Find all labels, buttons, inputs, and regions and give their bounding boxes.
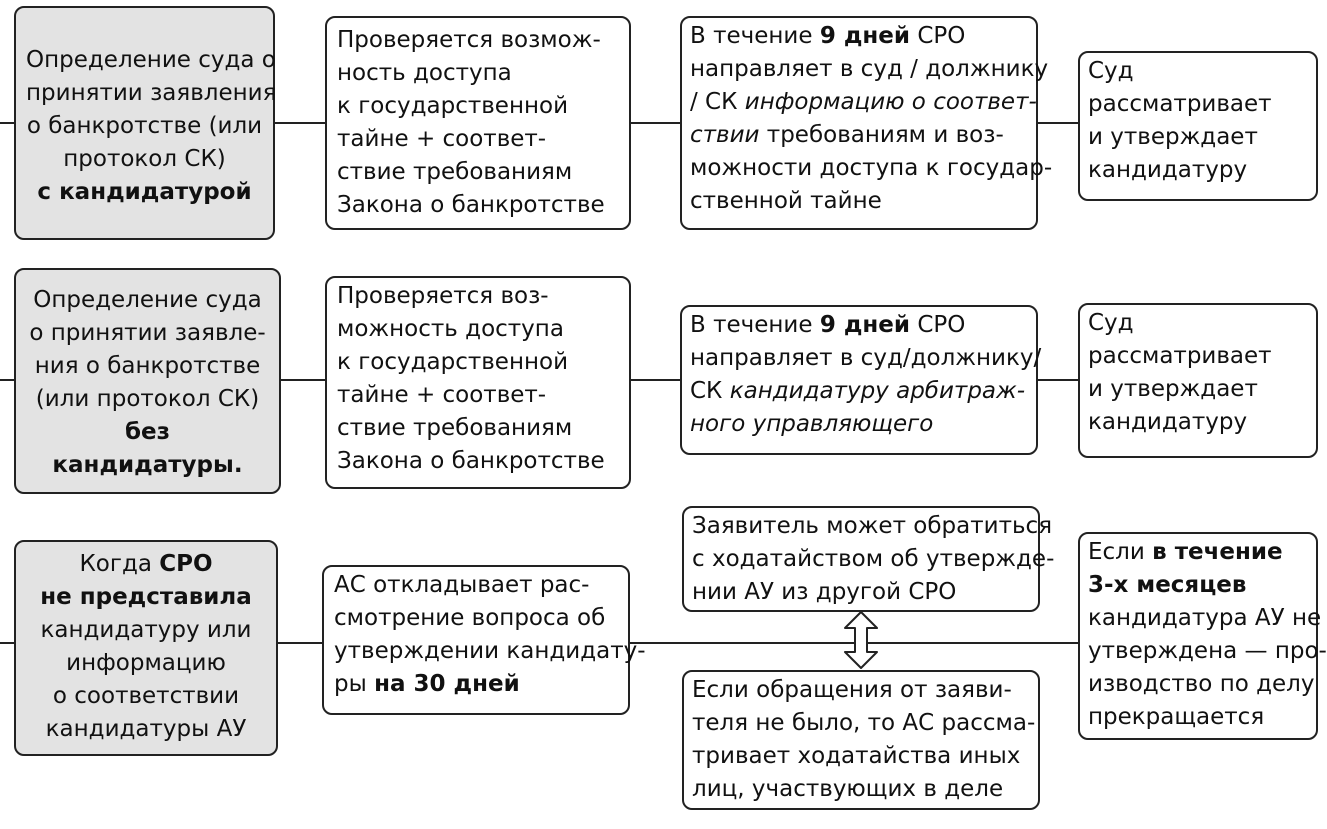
bold-text: кандидатуры. [52,452,243,478]
bold-text: 9 дней [819,312,911,338]
plain-text: к государственной [337,93,569,119]
bold-text: СРО [159,551,213,577]
plain-text: Если [1088,539,1153,565]
plain-text: кандидатуру [1088,157,1248,183]
box-text-line [1088,154,1306,187]
plain-text: нии АУ из другой СРО [692,579,957,605]
box-text-line [690,185,1026,218]
box-text-line [1088,55,1306,88]
box-text-line [1088,373,1306,406]
plain-text: / СК [690,89,745,115]
plain-text: можность доступа [337,316,564,342]
plain-text: ность доступа [337,60,512,86]
box-text-line [26,449,269,482]
box-text-line [26,44,276,77]
plain-text: ственной тайне [690,188,882,214]
box-text-line [692,773,1028,806]
row1-sro-box [680,16,1053,230]
box-text-line [337,189,619,222]
plain-text: кандидатура АУ не [1088,605,1322,631]
plain-text: СРО [910,23,966,49]
bold-text: в течение [1152,539,1283,565]
bold-text: не представила [40,584,252,610]
box-text-line [1088,668,1315,701]
box-text-line [1088,340,1306,373]
bold-text: 9 дней [819,23,911,49]
row3-terminate-box [1078,532,1327,740]
plain-text: тайне + соответ- [337,382,547,408]
box-text-line [337,412,619,445]
italic-text: информацию о соответ- [744,89,1037,115]
box-text-line [692,674,1028,707]
plain-text: ры [334,671,375,697]
plain-text: Закона о банкротстве [337,192,605,218]
box-text-line [337,123,619,156]
box-text-line [692,510,1053,543]
box-text-line [337,57,619,90]
plain-text: ния о банкротстве [34,353,261,379]
plain-text: рассматривает [1088,343,1272,369]
box-text-line [337,90,619,123]
plain-text: к государственной [337,349,569,375]
plain-text: прекращается [1088,704,1265,730]
plain-text: изводство по делу [1088,671,1315,697]
box-text-line [337,379,619,412]
italic-text: кандидатуру арбитраж- [729,378,1026,404]
plain-text: СРО [910,312,966,338]
box-text-line [1088,88,1306,121]
box-text-line [26,614,266,647]
box-text-line [26,110,263,143]
row1-check-box [325,16,631,230]
plain-text: тайне + соответ- [337,126,547,152]
box-text-line [334,635,646,668]
plain-text: кандидатуру или [40,617,252,643]
box-text-line [334,602,618,635]
box-text-line [26,77,277,110]
box-text-line [337,24,619,57]
box-text-line [26,284,269,317]
plain-text: Определение суда [33,287,262,313]
plain-text: о соответствии [52,683,240,709]
plain-text: протокол СК) [63,146,226,172]
plain-text: направляет в суд/должнику/ [690,345,1042,371]
box-text-line [26,713,266,746]
box-text-line [690,408,1026,441]
box-text-line [26,176,263,209]
plain-text: направляет в суд / должнику [690,56,1049,82]
plain-text: информацию [66,650,226,676]
plain-text: Определение суда о [26,47,276,73]
plain-text: с ходатайством об утвержде- [692,546,1055,572]
plain-text: тривает ходатайства иных [692,743,1021,769]
plain-text: ствие требованиям [337,415,573,441]
box-text-line [1088,635,1327,668]
box-text-line [690,309,1026,342]
plain-text: В течение [690,23,820,49]
row3-others-box [682,670,1040,810]
box-text-line [26,416,269,449]
row1-start-box [14,6,275,240]
plain-text: Суд [1088,310,1134,336]
box-text-line [690,375,1026,408]
bold-text: с кандидатурой [37,179,252,205]
box-text-line [26,317,269,350]
row3-postpone-box [322,565,646,715]
box-text-line [1088,406,1306,439]
italic-text: ного управляющего [690,411,934,437]
plain-text: Заявитель может обратиться [692,513,1053,539]
box-text-line [26,548,266,581]
box-text-line [1088,701,1306,734]
plain-text: рассматривает [1088,91,1272,117]
plain-text: о принятии заявле- [29,320,266,346]
plain-text: о банкротстве (или [26,113,263,139]
plain-text: кандидатуру [1088,409,1248,435]
plain-text: АС откладывает рас- [334,572,590,598]
row2-check-box [325,276,631,489]
box-text-line [334,668,618,701]
double-arrow-icon [845,612,877,668]
plain-text: можности доступа к государ- [690,155,1053,181]
plain-text: Проверяется возмож- [337,27,601,53]
row3-start-box [14,540,278,756]
box-text-line [1088,569,1306,602]
box-text-line [337,156,619,189]
box-text-line [1088,307,1306,340]
box-text-line [26,383,269,416]
plain-text: и утверждает [1088,124,1258,150]
bold-text: без [124,419,171,445]
box-text-line [692,707,1036,740]
box-text-line [1088,602,1322,635]
box-text-line [26,581,266,614]
row1-court-box [1078,51,1318,201]
plain-text: (или протокол СК) [35,386,260,412]
box-text-line [692,576,1028,609]
plain-text: смотрение вопроса об [334,605,606,631]
italic-text: ствии [690,122,760,148]
bold-text: на 30 дней [374,671,520,697]
box-text-line [690,53,1049,86]
plain-text: кандидатуры АУ [45,716,247,742]
box-text-line [690,152,1053,185]
box-text-line [692,740,1028,773]
plain-text: теля не было, то АС рассма- [692,710,1036,736]
box-text-line [26,680,266,713]
plain-text: В течение [690,312,820,338]
plain-text: лиц, участвующих в деле [692,776,1004,802]
box-text-line [337,445,619,478]
box-text-line [26,143,263,176]
box-text-line [690,342,1042,375]
box-text-line [337,313,619,346]
plain-text: утверждена — про- [1088,638,1327,664]
box-text-line [334,569,618,602]
row2-sro-box [680,305,1042,455]
plain-text: требованиям и воз- [759,122,1004,148]
plain-text: Когда [79,551,160,577]
box-text-line [26,350,269,383]
box-text-line [690,119,1026,152]
plain-text: Суд [1088,58,1134,84]
plain-text: утверждении кандидату- [334,638,646,664]
box-text-line [1088,536,1306,569]
plain-text: СК [690,378,730,404]
row3-applicant-box [682,506,1055,612]
box-text-line [690,86,1037,119]
plain-text: принятии заявления [26,80,277,106]
plain-text: Проверяется воз- [337,283,549,309]
plain-text: Если обращения от заяви- [692,677,1012,703]
row2-court-box [1078,303,1318,458]
plain-text: Закона о банкротстве [337,448,605,474]
box-text-line [690,20,1026,53]
box-text-line [337,346,619,379]
box-text-line [692,543,1055,576]
plain-text: и утверждает [1088,376,1258,402]
box-text-line [337,280,619,313]
bold-text: 3-х месяцев [1088,572,1247,598]
row2-start-box [14,268,281,494]
plain-text: ствие требованиям [337,159,573,185]
box-text-line [1088,121,1306,154]
box-text-line [26,647,266,680]
